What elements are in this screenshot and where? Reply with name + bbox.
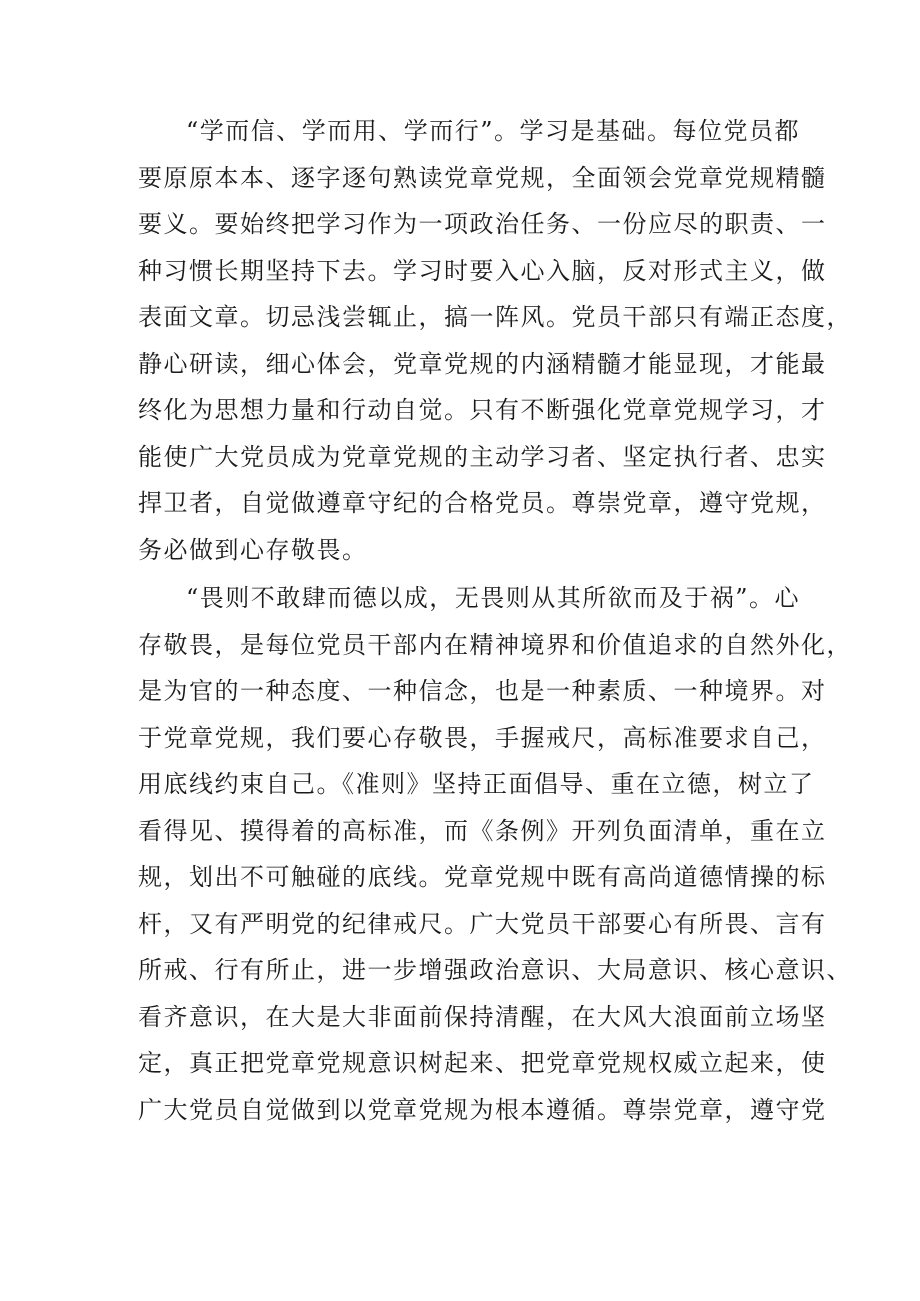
paragraph-line: 表面文章。切忌浅尝辄止，搞一阵风。党员干部只有端正态度， <box>138 303 852 331</box>
paragraph-line: 用底线约束自己。《准则》坚持正面倡导、重在立德，树立了 <box>138 770 815 798</box>
paragraph-line: 看得见、摸得着的高标准，而《条例》开列负面清单，重在立 <box>138 816 827 845</box>
paragraph-line: 要义。要始终把学习作为一项政治任务、一份应尽的职责、一 <box>138 210 827 238</box>
paragraph-line: 所戒、行有所止，进一步增强政治意识、大局意识、核心意识、 <box>138 956 852 984</box>
paragraph-line: “学而信、学而用、学而行”。学习是基础。每位党员都 <box>186 117 801 145</box>
paragraph-line: 种习惯长期坚持下去。学习时要入心入脑，反对形式主义，做 <box>138 256 827 285</box>
paragraph-line: “畏则不敢肆而德以成，无畏则从其所欲而及于祸”。心 <box>186 584 801 612</box>
paragraph-line: 捍卫者，自觉做遵章守纪的合格党员。尊崇党章，遵守党规， <box>138 489 827 517</box>
paragraph-line: 终化为思想力量和行动自觉。只有不断强化党章党规学习，才 <box>138 396 827 424</box>
paragraph-line: 静心研读，细心体会，党章党规的内涵精髓才能显现，才能最 <box>138 349 827 378</box>
paragraph-reverence <box>138 575 852 1133</box>
paragraph-line: 看齐意识，在大是大非面前保持清醒，在大风大浪面前立场坚 <box>138 1002 827 1031</box>
paragraph-line: 存敬畏，是每位党员干部内在精神境界和价值追求的自然外化， <box>138 630 852 659</box>
paragraph-line: 要原原本本、逐字逐句熟读党章党规，全面领会党章党规精髓 <box>138 163 827 192</box>
paragraph-line: 是为官的一种态度、一种信念，也是一种素质、一种境界。对 <box>138 677 827 705</box>
paragraph-line: 能使广大党员成为党章党规的主动学习者、坚定执行者、忠实 <box>138 442 827 471</box>
paragraph-line: 杆，又有严明党的纪律戒尺。广大党员干部要心有所畏、言有 <box>138 909 827 938</box>
paragraph-line: 于党章党规，我们要心存敬畏，手握戒尺，高标准要求自己， <box>138 723 827 752</box>
paragraph-line: 定，真正把党章党规意识树起来、把党章党规权威立起来，使 <box>138 1049 827 1077</box>
paragraph-line: 广大党员自觉做到以党章党规为根本遵循。尊崇党章，遵守党 <box>138 1095 827 1124</box>
paragraph-line: 规，划出不可触碰的底线。党章党规中既有高尚道德情操的标 <box>138 863 827 891</box>
paragraph-study-basis <box>138 108 852 573</box>
paragraph-line: 务必做到心存敬畏。 <box>138 535 368 564</box>
